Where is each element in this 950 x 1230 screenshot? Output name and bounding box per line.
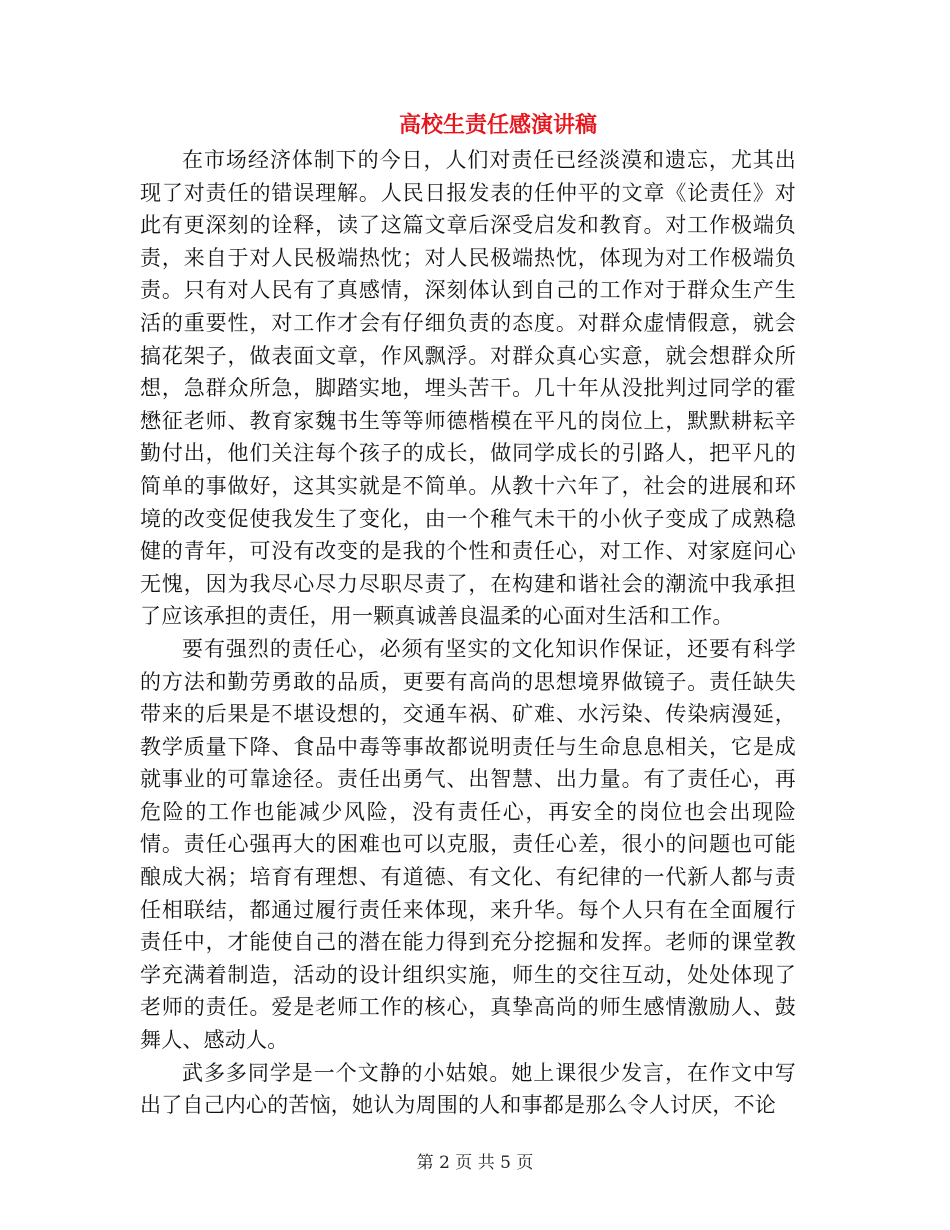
document-title: 高校生责任感演讲稿 — [398, 112, 597, 138]
document-body — [140, 144, 796, 1122]
page-footer — [0, 1152, 950, 1174]
paragraph: 武多多同学是一个文静的小姑娘。她上课很少发言，在作文中写出了自己内心的苦恼，她认为周围的人和事都是那么令人讨厌，不论 — [140, 1060, 796, 1118]
page-number-label: 第 2 页 共 5 页 — [416, 1153, 534, 1173]
paragraph: 在市场经济体制下的今日，人们对责任已经淡漠和遗忘，尤其出现了对责任的错误理解。人民日报发表的任仲平的文章《论责任》对此有更深刻的诠释，读了这篇文章后深受启发和教育。对工作极端负责，来自于对人民极端热忱；对人民极端热忱，体现为对工作极端负责。只有对人民有了真感情，深刻体认到自己的工作对于群众生产生活的重要性，对工作才会有仔细负责的态度。对群众虚情假意，就会搞花架子，做表面文章，作风飘浮。对群众真心实意，就会想群众所想，急群众所急，脚踏实地，埋头苦干。几十年从没批判过同学的霍懋征老师、教育家魏书生等等师德楷模在平凡的岗位上，默默耕耘辛勤付出，他们关注每个孩子的成长，做同学成长的引路人，把平凡的简单的事做好，这其实就是不简单。从教十六年了，社会的进展和环境的改变促使我发生了变化，由一个稚气未干的小伙子变成了成熟稳健的青年，可没有改变的是我的个性和责任心，对工作、对家庭问心无愧，因为我尽心尽力尽职尽责了，在构建和谐社会的潮流中我承担了应该承担的责任，用一颗真诚善良温柔的心面对生活和工作。 — [140, 148, 796, 629]
paragraph: 要有强烈的责任心，必须有坚实的文化知识作保证，还要有科学的方法和勤劳勇敢的品质，更要有高尚的思想境界做镜子。责任缺失带来的后果是不堪设想的，交通车祸、矿难、水污染、传染病漫延，教学质量下降、食品中毒等事故都说明责任与生命息息相关，它是成就事业的可靠途径。责任出勇气、出智慧、出力量。有了责任心，再危险的工作也能减少风险，没有责任心，再安全的岗位也会出现险情。责任心强再大的困难也可以克服，责任心差，很小的问题也可能酿成大祸；培育有理想、有道德、有文化、有纪律的一代新人都与责任相联结，都通过履行责任来体现，来升华。每个人只有在全面履行责任中，才能使自己的潜在能力得到充分挖掘和发挥。老师的课堂教学充满着制造，活动的设计组织实施，师生的交往互动，处处体现了老师的责任。爱是老师工作的核心，真挚高尚的师生感情激励人、鼓舞人、感动人。 — [140, 636, 796, 1053]
